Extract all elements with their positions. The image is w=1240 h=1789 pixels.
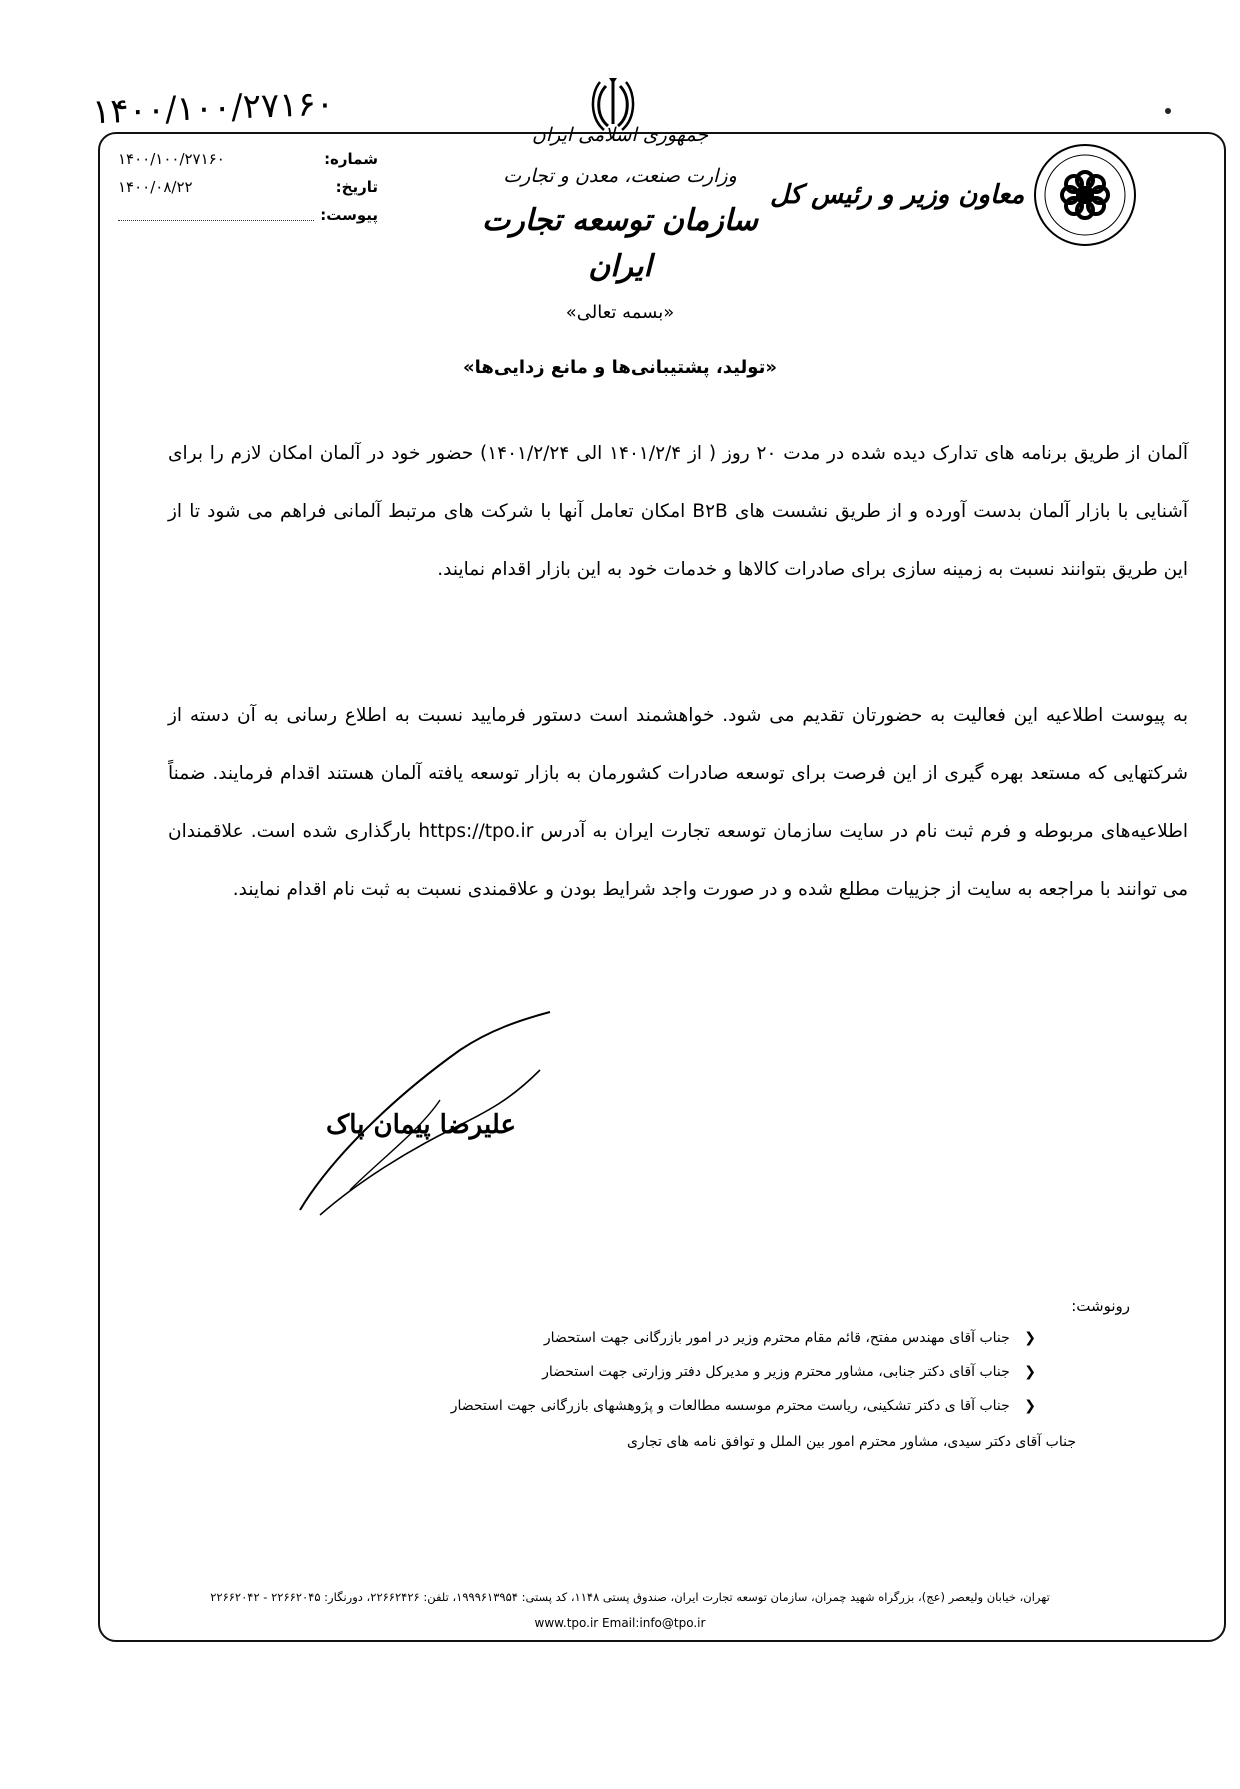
number-value: ۱۴۰۰/۱۰۰/۲۷۱۶۰ bbox=[118, 150, 225, 168]
letter-meta bbox=[118, 145, 378, 229]
signatory-name: علیرضا پیمان پاک bbox=[326, 1110, 516, 1140]
handwritten-letter-number: ۱۴۰۰/۱۰۰/۲۷۱۶۰ bbox=[91, 83, 335, 133]
footer-web: www.tpo.ir Email:info@tpo.ir bbox=[534, 1616, 706, 1630]
body-paragraph-1: آلمان از طریق برنامه های تدارک دیده شده در مدت ۲۰ روز ( از ۱۴۰۱/۲/۴ الی ۱۴۰۱/۲/۲۴) حضور خود در آلمان امکان لازم را برای آشنایی با بازار آلمان بدست آورده و از طریق نشست های B۲B امکان تعامل آنها با شرکت های مرتبط آلمانی فراهم می شود تا از این طریق بتوانند نسبت به زمینه سازی برای صادرات کالاها و خدمات خود به این بازار اقدام نمایند. bbox=[168, 443, 1188, 580]
cc-item-text: جناب آقای دکتر جنابی، مشاور محترم وزیر و مدیرکل دفتر وزارتی جهت استحضار bbox=[542, 1364, 1010, 1380]
deputy-title: معاون وزیر و رئیس کل bbox=[770, 180, 1025, 210]
cc-title: رونوشت: bbox=[1071, 1297, 1130, 1315]
year-slogan: «تولید، پشتیبانی‌ها و مانع زدایی‌ها» bbox=[463, 357, 777, 378]
cc-item bbox=[300, 1396, 1036, 1416]
tpo-logo-icon bbox=[1030, 140, 1140, 250]
cc-item bbox=[300, 1362, 1036, 1382]
cc-item bbox=[300, 1328, 1036, 1348]
body-paragraph-2: به پیوست اطلاعیه این فعالیت به حضورتان تقدیم می شود. خواهشمند است دستور فرمایید نسبت به اطلاع رسانی به آن دسته از شرکتهایی که مستعد بهره گیری از این فرصت برای توسعه صادرات کشورمان به بازار توسعه یافته آلمان هستند اقدام فرمایند. ضمناً اطلاعیه‌های مربوطه و فرم ثبت نام در سایت سازمان توسعه تجارت ایران به آدرس https://tpo.ir بارگذاری شده است. علاقمندان می توانند با مراجعه به سایت از جزییات مطلع شده و در صورت واجد شرایط بودن و علاقمندی نسبت به ثبت نام اقدام نمایند. bbox=[168, 705, 1189, 900]
date-label: تاریخ: bbox=[335, 178, 378, 196]
number-label: شماره: bbox=[324, 150, 378, 168]
chevron-left-icon: ❮ bbox=[1024, 1330, 1036, 1346]
meta-date-row bbox=[118, 173, 378, 201]
chevron-left-icon: ❮ bbox=[1024, 1398, 1036, 1414]
meta-attachment-row bbox=[118, 201, 378, 229]
letterhead-center bbox=[470, 120, 770, 290]
republic-title: جمهوری اسلامی ایران bbox=[531, 124, 709, 146]
cc-extra: جناب آقای دکتر سیدی، مشاور محترم امور بین الملل و توافق نامه های تجاری bbox=[626, 1434, 1076, 1450]
attachment-label: پیوست: bbox=[320, 206, 378, 224]
ministry-title: وزارت صنعت، معدن و تجارت bbox=[503, 165, 737, 187]
date-value: ۱۴۰۰/۰۸/۲۲ bbox=[118, 178, 193, 196]
attachment-dotline bbox=[118, 201, 314, 221]
meta-number-row bbox=[118, 145, 378, 173]
chevron-left-icon: ❮ bbox=[1024, 1364, 1036, 1380]
footer-address: تهران، خیابان ولیعصر (عج)، بزرگراه شهید چمران، سازمان توسعه تجارت ایران، صندوق پستی ۱۱۴۸، کد پستی: ۱۹۹۹۶۱۳۹۵۴، تلفن: ۲۲۶۶۲۴۲۶، دورنگار: ۲۲۶۶۲۰۴۵ - ۲۲۶۶۲۰۴۲ bbox=[210, 1590, 1050, 1604]
scan-speck bbox=[1165, 108, 1171, 114]
basmala: «بسمه تعالی» bbox=[565, 302, 675, 323]
cc-item-text: جناب آقای مهندس مفتح، قائم مقام محترم وزیر در امور بازرگانی جهت استحضار bbox=[543, 1330, 1010, 1346]
organization-title: سازمان توسعه تجارت ایران bbox=[481, 203, 759, 284]
cc-item-text: جناب آقا ی دکتر تشکینی، ریاست محترم موسسه مطالعات و پژوهشهای بازرگانی جهت استحضار bbox=[450, 1398, 1010, 1414]
